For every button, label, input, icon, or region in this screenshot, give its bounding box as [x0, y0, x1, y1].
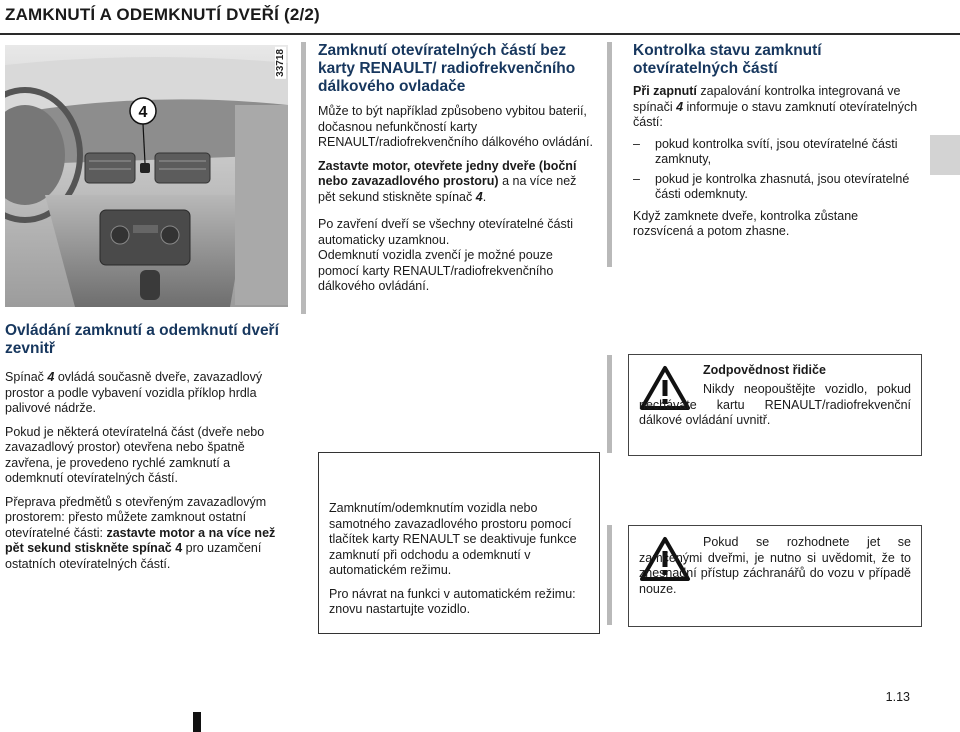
indicator-status-list: [633, 137, 918, 203]
column-bar-middle-top: [301, 42, 306, 314]
left-paragraph-1: Spínač 4 ovládá současně dveře, zavazadlový prostor a podle vybavení vozidla příklop hrdla palivové nádrže.: [5, 370, 263, 415]
warning-title: Zodpovědnost řidiče: [703, 363, 826, 377]
warning-text: Nikdy neopouštějte vozidlo, pokud necháváte kartu RENAULT/radiofrekvenční dálkové ovládání uvnitř.: [639, 382, 911, 427]
warning-text: Pokud se rozhodnete jet se zamčenými dveřmi, je nutno si uvědomit, že to znesnadní přístup záchranářů do vozu v případě nouze.: [639, 535, 911, 596]
chapter-tab: [930, 135, 960, 175]
image-reference-code: 33718: [275, 49, 286, 77]
left-paragraph-3: Přeprava předmětů s otevřeným zavazadlovým prostorem: přesto můžete zamknout ostatní otevíratelné části: zastavte motor a na více než pět sekund stiskněte spínač 4 pro uzamčení ostatních otevíratelných částí.: [5, 494, 276, 571]
info-box-paragraph-2: Pro návrat na funkci v automatickém režimu: znovu nastartujte vozidlo.: [329, 586, 576, 616]
column-bar-right-warn2: [607, 525, 612, 625]
right-paragraph-2: Když zamknete dveře, kontrolka zůstane rozsvícená a potom zhasne.: [633, 208, 859, 238]
page-marker: [193, 712, 201, 732]
callout-number: 4: [138, 104, 148, 121]
middle-paragraph-1: Může to být například způsobeno vybitou baterií, dočasnou nefunkčností karty RENAULT/radiofrekvenčního dálkového ovládání.: [318, 104, 593, 149]
left-column: [5, 322, 283, 572]
section-heading-middle: Zamknutí otevíratelných částí bez karty RENAULT/ radiofrekvenčního dálkového ovladače: [318, 42, 576, 95]
page-title: ZAMKNUTÍ A ODEMKNUTÍ DVEŘÍ (2/2): [5, 5, 320, 24]
info-box-paragraph-1: Zamknutím/odemknutím vozidla nebo samotného zavazadlového prostoru pomocí tlačítek karty RENAULT se deaktivuje funkce zamknutí při odchodu a odemknutí v automatickém režimu.: [329, 501, 577, 577]
middle-paragraph-4: Odemknutí vozidla zvenčí je možné pouze pomocí karty RENAULT/radiofrekvenčního dálkového ovládání.: [318, 248, 554, 293]
left-paragraph-2: Pokud je některá otevíratelná část (dveře nebo zavazadlový prostor) otevřena nebo špatně zavřena, je provedeno rychlé zamknutí a odemknutí otevíratelných částí.: [5, 424, 265, 485]
warning-box-locked-doors: [628, 525, 922, 627]
warning-box-driver-responsibility: [628, 354, 922, 456]
middle-paragraph-2: Zastavte motor, otevřete jedny dveře (boční nebo zavazadlového prostoru) a na více než pět sekund stiskněte spínač 4.: [318, 158, 577, 204]
dashboard-illustration: [5, 45, 288, 307]
section-heading-right: Kontrolka stavu zamknutí otevíratelných částí: [633, 42, 822, 77]
title-divider: [0, 33, 960, 35]
column-bar-right-warn: [607, 355, 612, 453]
dashboard-photo: [5, 45, 288, 307]
list-item: – pokud kontrolka svítí, jsou otevíratelné části zamknuty,: [633, 137, 918, 168]
info-box: [318, 452, 600, 634]
list-item: – pokud je kontrolka zhasnutá, jsou otevíratelné části odemknuty.: [633, 172, 918, 203]
middle-paragraph-3: Po zavření dveří se všechny otevíratelné části automaticky uzamknou.: [318, 217, 573, 247]
right-paragraph-1: Při zapnutí zapalování kontrolka integrovaná ve spínači 4 informuje o stavu zamknutí otevíratelných částí:: [633, 84, 918, 129]
column-bar-right-top: [607, 42, 612, 267]
right-column: [633, 42, 918, 240]
page-number: 1.13: [885, 690, 910, 704]
middle-column: [318, 42, 596, 295]
section-heading-left: Ovládání zamknutí a odemknutí dveří zevnitř: [5, 322, 279, 357]
